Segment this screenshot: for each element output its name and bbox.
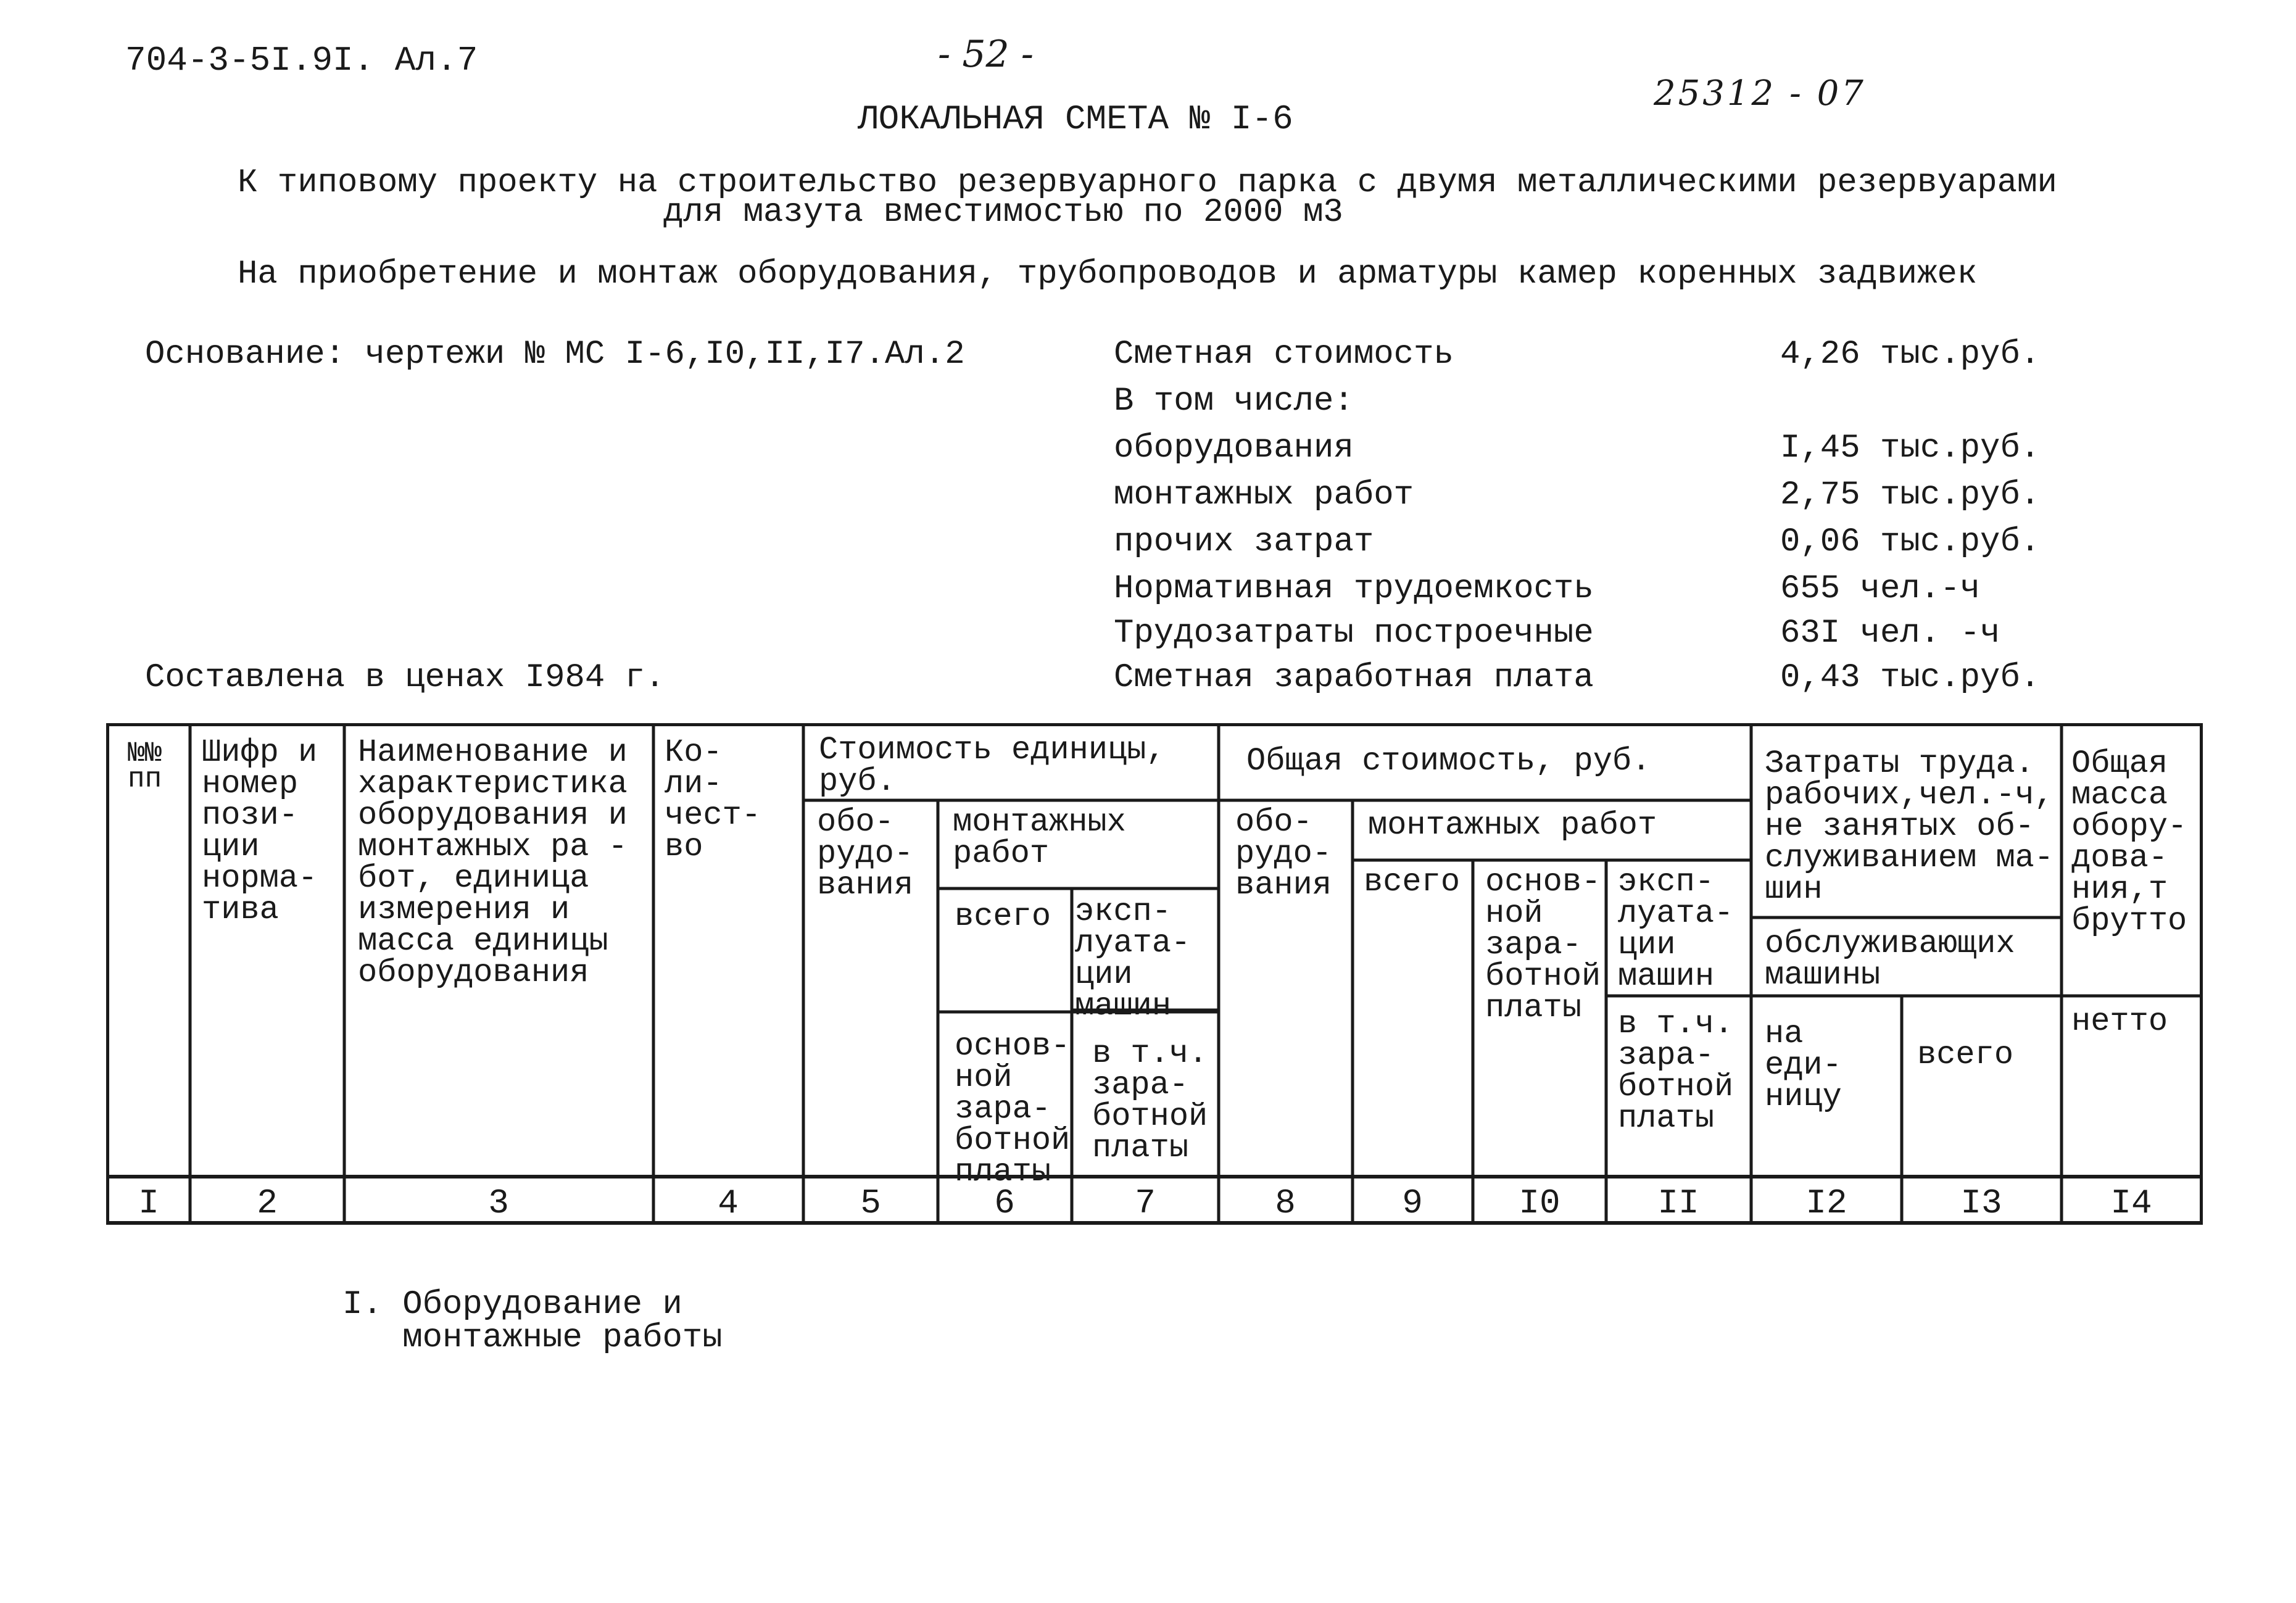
column-number: 6 [994,1183,1015,1223]
header-total-basic-wage: основ- ной зара- ботной платы [1485,864,1601,1026]
summary-value: 63I чел. -ч [1780,615,2000,652]
summary-value: 0,43 тыс.руб. [1780,659,2041,697]
column-number: I [138,1183,159,1223]
summary-label: Сметная стоимость [1114,336,1454,373]
summary-value: 0,06 тыс.руб. [1780,523,2041,561]
header-labor-costs: Затраты труда. рабочих,чел.-ч, не занятых об- служиванием ма- шин [1765,745,2054,908]
column-number: I0 [1519,1183,1560,1223]
column-number: I2 [1805,1183,1847,1223]
header-total-machine-exploitation: эксп- луата- ции машин [1618,864,1734,995]
header-total-cost: Общая стоимость, руб. [1246,743,1651,779]
summary-label: прочих затрат [1114,523,1374,561]
header-row-number: №№ пп [128,737,162,795]
header-unit-equipment: обо- рудо- вания [817,804,914,903]
summary-label: Нормативная трудоемкость [1114,570,1594,608]
column-number: 7 [1135,1183,1156,1223]
header-total-equipment: обо- рудо- вания [1235,804,1332,903]
header-unit-mounting: монтажных работ [953,804,1126,872]
header-total-incl-wage: в т.ч. зара- ботной платы [1618,1006,1734,1137]
document-code: 704-3-5I.9I. Ал.7 [125,41,478,80]
summary-label: монтажных работ [1114,476,1414,514]
header-norm-code: Шифр и номер пози- ции норма- тива [202,734,318,928]
summary-label: Сметная заработная плата [1114,659,1594,697]
header-unit-machine-exploitation: эксп- луата- ции машин [1075,893,1191,1024]
document-basis: Основание: чертежи № МС I-6,I0,II,I7.Ал.2 [145,336,965,373]
header-unit-incl-wage: в т.ч. зара- ботной платы [1092,1035,1208,1166]
column-number: 3 [488,1183,509,1223]
estimate-table [106,723,2203,1225]
summary-value: 4,26 тыс.руб. [1780,336,2041,373]
column-number: 5 [860,1183,881,1223]
summary-label: В том числе: [1114,383,1354,420]
header-unit-cost: Стоимость единицы, руб. [819,732,1166,800]
column-number: 8 [1275,1183,1296,1223]
column-number: 4 [718,1183,739,1223]
project-line-1: К типовому проекту на строительство резервуарного парка с двумя металлическими резервуарами [238,164,2057,202]
document-stamp: 25312 - 07 [1654,73,1866,114]
column-number: 9 [1402,1183,1423,1223]
summary-label: Трудозатраты построечные [1114,615,1594,652]
header-labor-total: всего [1917,1037,2014,1073]
price-basis: Составлена в ценах I984 г. [145,659,665,697]
document-title: ЛОКАЛЬНАЯ СМЕТА № I-6 [858,99,1293,139]
page-number: - 52 - [938,33,1034,76]
column-number: II [1657,1183,1699,1223]
column-number: I4 [2110,1183,2152,1223]
header-total-mounting: монтажных работ [1368,807,1657,843]
header-labor-machine-service: обслуживающих машины [1765,926,2015,993]
summary-value: 655 чел.-ч [1780,570,1981,608]
summary-value: 2,75 тыс.руб. [1780,476,2041,514]
summary-value: I,45 тыс.руб. [1780,429,2041,467]
header-equipment-mass: Общая масса обору- дова- ния,т брутто [2071,745,2187,939]
column-number: I3 [1960,1183,2002,1223]
header-labor-per-unit: на еди- ницу [1765,1016,1842,1115]
header-unit-basic-wage: основ- ной зара- ботной платы [955,1028,1071,1190]
project-line-2: для мазута вместимостью по 2000 м3 [663,194,1343,231]
header-mass-net: нетто [2071,1003,2168,1040]
document-purpose: На приобретение и монтаж оборудования, трубопроводов и арматуры камер коренных задвижек [238,255,1978,293]
header-total-all: всего [1364,864,1461,900]
header-quantity: Ко- ли- чест- во [665,734,761,865]
summary-label: оборудования [1114,429,1354,467]
column-number: 2 [257,1183,278,1223]
header-unit-total: всего [955,898,1051,935]
section-title: I. Оборудование и монтажные работы [342,1286,723,1357]
header-item-name: Наименование и характеристика оборудования и монтажных ра - бот, единица измерения и масса единицы оборудования [358,734,628,991]
